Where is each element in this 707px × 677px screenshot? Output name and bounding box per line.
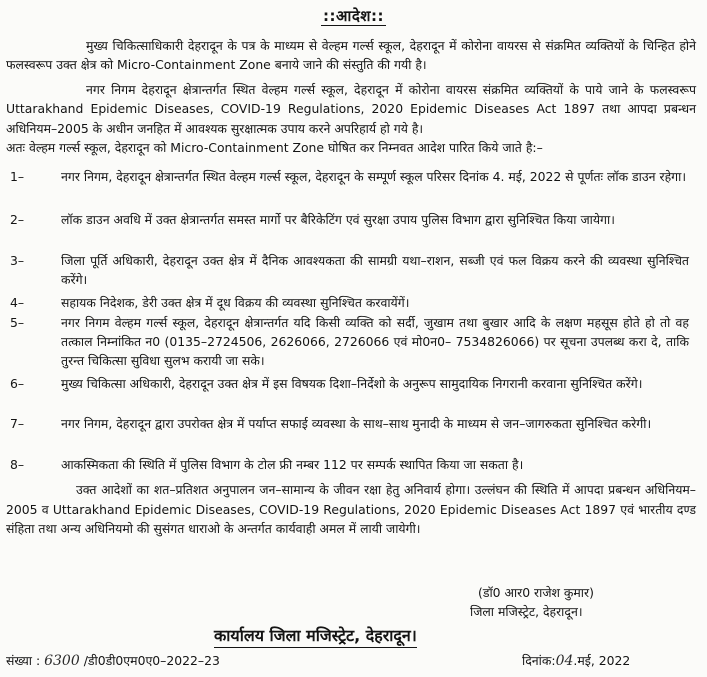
item-text: नगर निगम, देहरादून द्वारा उपरोक्त क्षेत्र में पर्याप्त सफाई व्यवस्था के साथ–साथ मुनादी के माध्यम से जन–जागरुकता सुनिश्चित करेगी। bbox=[61, 416, 652, 431]
intro-paragraph: मुख्य चिकित्साधिकारी देहरादून के पत्र के माध्यम से वेल्हम गर्ल्स स्कूल, देहरादून में कोरोना वायरस से संक्रमित व्यक्तियों के चिन्हित होने फलस्वरूप उक्त क्षेत्र को Micro-Containment Zone बनाये जाने की संस्तुति की गयी है। bbox=[6, 38, 696, 73]
order-title-text: ::आदेश:: bbox=[323, 7, 384, 25]
closing-paragraph: उक्त आदेशों का शत–प्रतिशत अनुपालन जन–सामान्य के जीवन रक्षा हेतु अनिवार्य होगा। उल्लंघन की स्थिति में आपदा प्रबन्धन अधिनियम– 2005 व Uttarakhand Epidemic Diseases, COVID-19 Regulations, 2020 Epidemic Diseases Act 1897 एवं भारतीय दण्ड संहिता तथा अन्य अधिनियमो की सुसंगत धाराओ के अन्तर्गत कार्यवाही अमल में लायी जायेगी। bbox=[6, 482, 696, 537]
item-text: मुख्य चिकित्सा अधिकारी, देहरादून उक्त क्षेत्र में इस विषयक दिशा–निर्देशो के अनुरूप सामुदायिक निगरानी करवाना सुनिश्चित करेंगे। bbox=[61, 376, 643, 391]
item-text: जिला पूर्ति अधिकारी, देहरादून उक्त क्षेत्र में दैनिक आवश्यकता की सामग्री यथा–राशन, सब्जी एवं फल विक्रय करने की व्यवस्था सुनिश्चित करेंगे। bbox=[61, 253, 689, 288]
signatory-designation: जिला मजिस्ट्रेट, देहरादून। bbox=[470, 604, 583, 619]
reference-label: संख्या : bbox=[6, 653, 41, 668]
office-heading: कार्यालय जिला मजिस्ट्रेट, देहरादून। bbox=[214, 624, 417, 648]
item-text: नगर निगम वेल्हम गर्ल्स स्कूल, देहरादून क्षेत्रान्तर्गत यदि किसी व्यक्ति को सर्दी, जुखाम तथा बुखार आदि के लक्षण महसूस होते हो तो वह तत्काल निम्नांकित न0 (0135–2724506, 2626066, 2726066 एवं मो0न0– 7534826066) पर सूचना उपलब्ध करा दे, ताकि तुरन्त चिकित्सा सुविधा सुलभ करायी जा सके। bbox=[61, 315, 689, 369]
item-number: 2– bbox=[10, 212, 25, 227]
item-number: 7– bbox=[10, 416, 25, 431]
date-handwritten-day: 04 bbox=[555, 653, 574, 669]
reference-code: /डी0डी0एम0ए0–2022–23 bbox=[83, 653, 220, 668]
item-text: आकस्मिकता की स्थिति में पुलिस विभाग के टोल फ्री नम्बर 112 पर सम्पर्क स्थापित किया जा सकता है। bbox=[61, 457, 524, 472]
reference-handwritten-number: 6300 bbox=[44, 653, 80, 669]
context-paragraph: नगर निगम देहरादून क्षेत्रान्तर्गत स्थित वेल्हम गर्ल्स स्कूल, देहरादून में कोरोना वायरस संक्रमित व्यक्तियों के पाये जाने के फलस्वरूप Uttarakhand Epidemic Diseases, COVID-19 Regulations, 2020 Epidemic Diseases Act 1897 तथा आपदा प्रबन्धन अधिनियम–2005 के अधीन जनहित में आवश्यक सुरक्षात्मक उपाय करने अपरिहार्य हो गये है। bbox=[6, 82, 696, 136]
order-date bbox=[522, 652, 630, 669]
item-number: 1– bbox=[10, 169, 25, 184]
item-text: नगर निगम, देहरादून क्षेत्रान्तर्गत स्थित वेल्हम गर्ल्स स्कूल, देहरादून के सम्पूर्ण स्कूल परिसर दिनांक 4. मई, 2022 से पूर्णतः लॉक डाउन रहेगा। bbox=[61, 169, 687, 184]
item-number: 8– bbox=[10, 457, 25, 472]
item-text: लॉक डाउन अवधि में उक्त क्षेत्रान्तर्गत समस्त मार्गो पर बैरिकेटिंग एवं सुरक्षा उपाय पुलिस विभाग द्वारा सुनिश्चित किया जायेगा। bbox=[61, 212, 615, 227]
date-rest: .मई, 2022 bbox=[573, 653, 631, 668]
declaration-paragraph: अतः वेल्हम गर्ल्स स्कूल, देहरादून को Micro-Containment Zone घोषित कर निम्नवत आदेश पारित किये जाते है:– bbox=[6, 140, 543, 155]
order-title bbox=[0, 6, 707, 26]
item-number: 6– bbox=[10, 376, 25, 391]
signature-block bbox=[470, 583, 700, 621]
item-number: 3– bbox=[10, 253, 25, 268]
item-text: सहायक निदेशक, डेरी उक्त क्षेत्र में दूध विक्रय की व्यवस्था सुनिश्चित करवायेंगें। bbox=[61, 295, 410, 310]
signatory-name: (डॉ0 आर0 राजेश कुमार) bbox=[478, 585, 594, 600]
item-number: 4– bbox=[10, 295, 25, 310]
reference-number bbox=[6, 652, 220, 669]
date-label: दिनांक: bbox=[522, 653, 556, 668]
item-number: 5– bbox=[10, 315, 25, 330]
